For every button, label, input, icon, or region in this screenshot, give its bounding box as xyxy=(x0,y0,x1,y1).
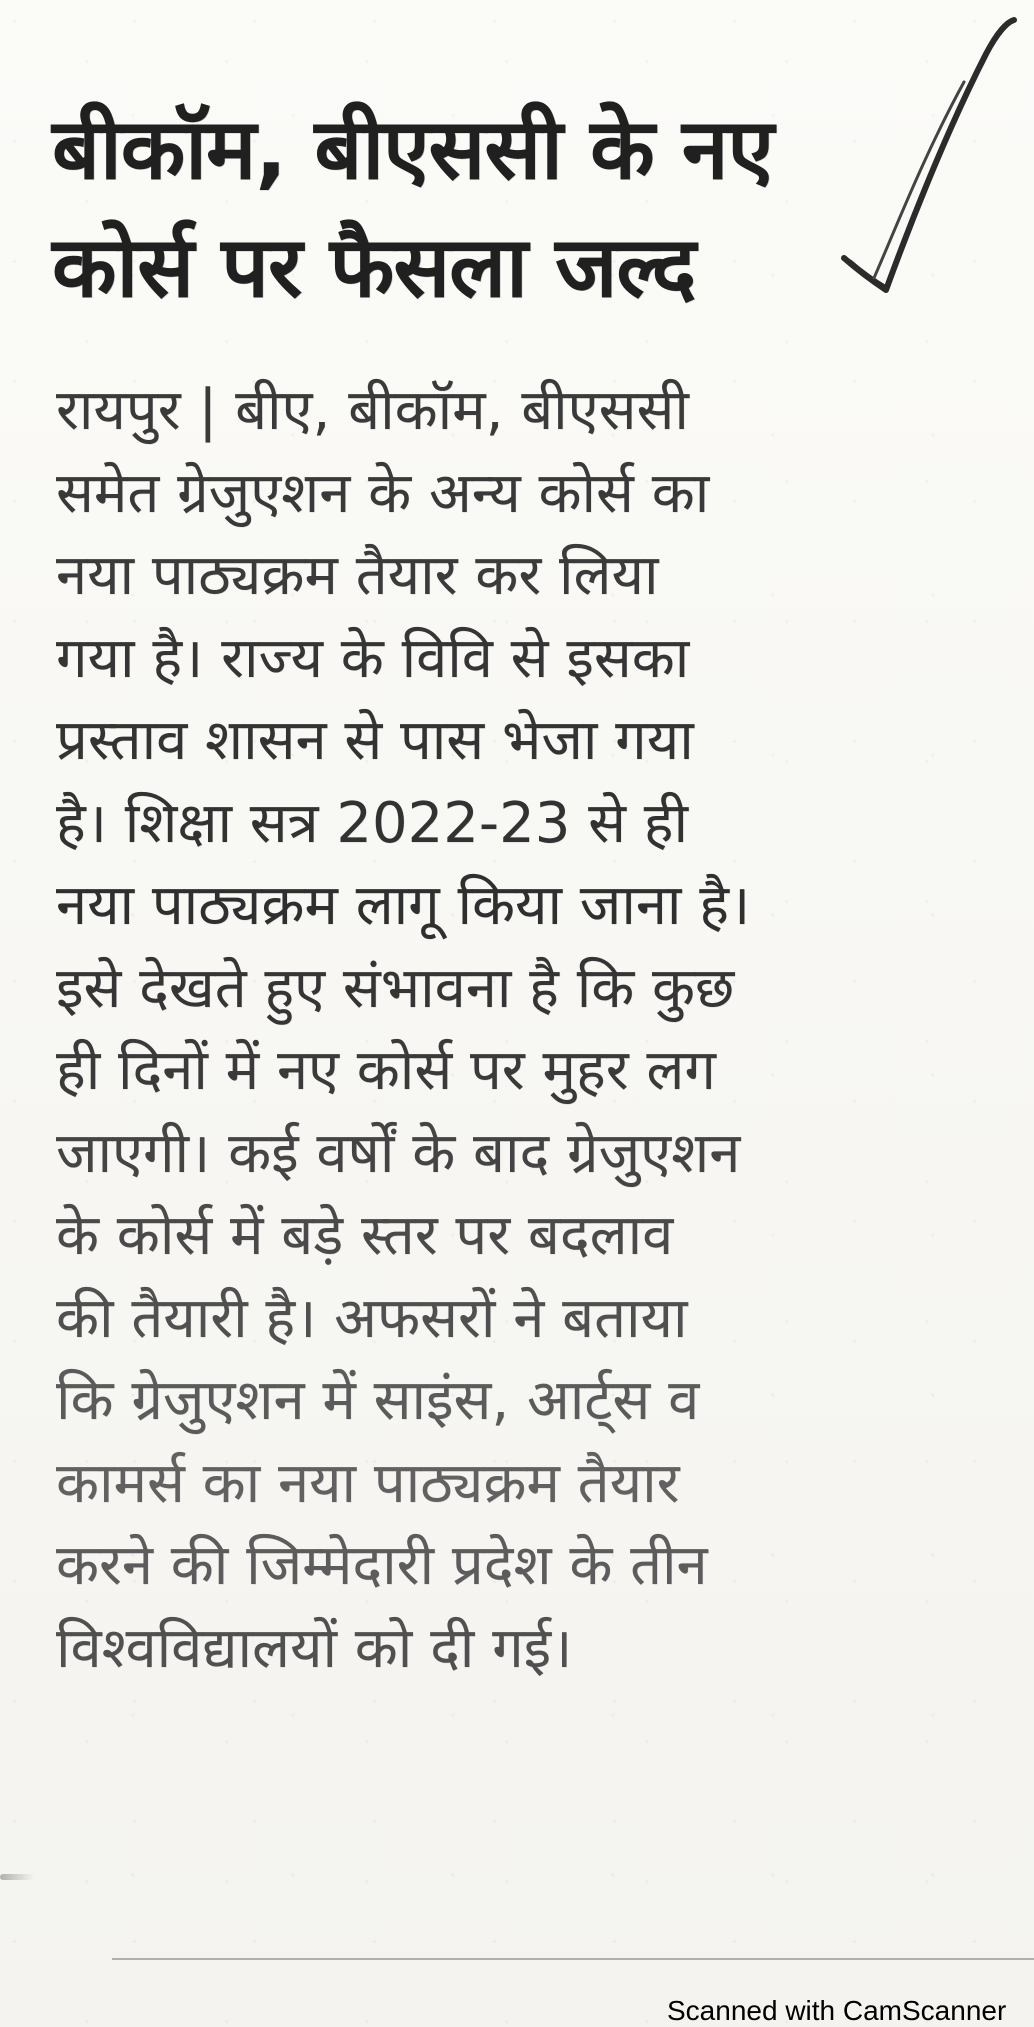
article-line-5: प्रस्ताव शासन से पास भेजा गया xyxy=(56,708,694,773)
headline xyxy=(52,90,952,326)
article-line-6: है। शिक्षा सत्र 2022-23 से ही xyxy=(56,790,689,856)
article-line-10: जाएगी। कई वर्षों के बाद ग्रेजुएशन xyxy=(56,1120,741,1186)
bottom-rule xyxy=(112,1958,1034,1960)
headline-line-2: कोर्स पर फैसला जल्द xyxy=(52,218,696,316)
headline-line-1: बीकॉम, बीएससी के नए xyxy=(52,100,773,198)
article-line-8: इसे देखते हुए संभावना है कि कुछ xyxy=(56,955,735,1021)
checkmark-icon xyxy=(826,10,1031,310)
article-line-7: नया पाठ्यक्रम लागू किया जाना है। xyxy=(56,873,751,938)
article-line-13: कि ग्रेजुएशन में साइंस, आर्ट्स व xyxy=(56,1368,700,1433)
article-line-14: कामर्स का नया पाठ्यक्रम तैयार xyxy=(56,1450,680,1516)
article-line-15: करने की जिम्मेदारी प्रदेश के तीन xyxy=(56,1533,708,1598)
article-line-9: ही दिनों में नए कोर्स पर मुहर लग xyxy=(56,1038,716,1103)
scan-watermark: Scanned with CamScanner xyxy=(667,1995,1007,2026)
article-line-16: विश्वविद्यालयों को दी गई। xyxy=(56,1615,573,1681)
article-line-2: समेत ग्रेजुएशन के अन्य कोर्स का xyxy=(56,460,710,526)
article-line-12: की तैयारी है। अफसरों ने बताया xyxy=(56,1285,688,1351)
article-line-1: रायपुर | बीए, बीकॉम, बीएससी xyxy=(56,378,689,443)
article-line-3: नया पाठ्यक्रम तैयार कर लिया xyxy=(56,543,659,608)
article-line-4: गया है। राज्य के विवि से इसका xyxy=(56,625,690,691)
paper-mark xyxy=(0,1874,34,1880)
article-body xyxy=(56,370,966,1690)
article-line-11: के कोर्स में बड़े स्तर पर बदलाव xyxy=(56,1203,674,1268)
